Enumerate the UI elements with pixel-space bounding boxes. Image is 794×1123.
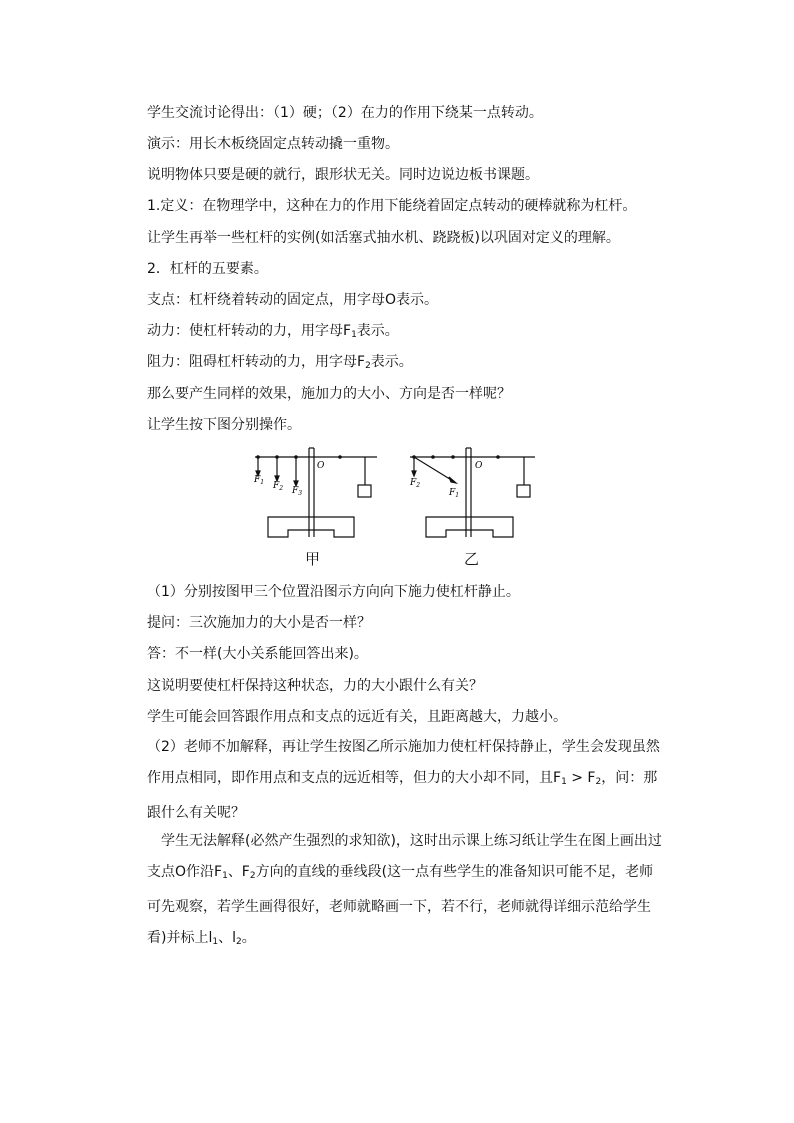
lever-figure	[250, 445, 550, 545]
lever-left-base	[268, 517, 354, 537]
lever-right-base	[426, 517, 513, 537]
lever-left	[255, 448, 377, 537]
caption-left: 甲	[305, 550, 321, 568]
line-16: 学生可能会回答跟作用点和支点的远近有关，且距离越大，力越小。	[147, 709, 567, 725]
paragraph-2	[147, 826, 667, 958]
para1-c: ，问：那跟什么有关呢？	[147, 770, 658, 821]
line-9-text: 阻力：阻碍杠杆转动的力，用字母F	[147, 354, 366, 370]
label-right-f1: $F_1$	[449, 488, 460, 499]
line-9-sub: 2	[365, 361, 371, 371]
label-f1: $F_1$	[254, 475, 265, 486]
para2-s1: 1	[222, 871, 228, 881]
paragraph-1	[147, 732, 667, 829]
line-15: 这说明要使杠杆保持这种状态，力的大小跟什么有关？	[147, 678, 483, 694]
lever-right	[410, 448, 535, 537]
line-14: 答：不一样(大小关系能回答出来)。	[147, 646, 368, 662]
line-3: 说明物体只要是硬的就行，跟形状无关。同时边说边板书课题。	[147, 167, 539, 183]
para2-s3: 1	[212, 937, 219, 947]
line-12: （1）分别按图甲三个位置沿图示方向向下施力使杠杆静止。	[147, 584, 520, 600]
lever-right-weight	[517, 485, 530, 497]
para2-b: 、F	[227, 864, 250, 880]
label-f3: $F_3$	[292, 486, 303, 497]
para2-c: 方向的直线的垂线段(这一点有些学生的准备知识可能不足，老师可先观察，若学生画得很好，老师就略画一下，若不行，老师就得详细示范给学生看)并标上l	[147, 864, 654, 946]
para2-s2: 2	[249, 871, 256, 881]
line-2: 演示：用长木板绕固定点转动撬一重物。	[147, 136, 399, 152]
line-10: 那么要产生同样的效果，施加力的大小、方向是否一样呢？	[147, 386, 511, 402]
para2-d: 、l	[218, 930, 236, 946]
line-8-tail: 表示。	[356, 323, 399, 339]
para1-b: > F	[566, 770, 596, 786]
para2-a: 学生无法解释(必然产生强烈的求知欲)，这时出示课上练习纸让学生在图上画出过支点O作沿F	[147, 833, 662, 880]
lever-left-pivot-label: O	[317, 461, 325, 471]
line-7: 支点：杠杆绕着转动的固定点，用字母O表示。	[147, 292, 439, 308]
lever-right-pivot-label: O	[475, 461, 483, 471]
lever-left-weight	[358, 485, 371, 497]
label-right-f2: $F_2$	[410, 478, 421, 489]
line-6: 2．杠杆的五要素。	[147, 261, 268, 277]
line-1: 学生交流讨论得出：（1）硬；（2）在力的作用下绕某一点转动。	[147, 105, 543, 121]
para2-e: 。	[241, 930, 256, 946]
line-11: 让学生按下图分别操作。	[147, 417, 301, 433]
line-9-tail: 表示。	[370, 354, 413, 370]
label-f2: $F_2$	[273, 481, 284, 492]
para1-s2: 2	[595, 777, 602, 787]
line-8-sub: 1	[351, 330, 357, 340]
para1-s1: 1	[561, 777, 567, 787]
line-4: 1.定义：在物理学中，这种在力的作用下能绕着固定点转动的硬棒就称为杠杆。	[147, 198, 637, 214]
line-9	[147, 352, 413, 376]
line-13: 提问：三次施加力的大小是否一样？	[147, 615, 371, 631]
line-8	[147, 321, 399, 345]
line-5: 让学生再举一些杠杆的实例(如活塞式抽水机、跷跷板)以巩固对定义的理解。	[147, 230, 620, 246]
line-8-text: 动力：使杠杆转动的力，用字母F	[147, 323, 352, 339]
caption-right: 乙	[464, 550, 480, 568]
para2-s4: 2	[235, 937, 242, 947]
para1-a: （2）老师不加解释，再让学生按图乙所示施加力使杠杆保持静止，学生会发现虽然作用点相同，即作用点和支点的远近相等，但力的大小却不同，且F	[147, 739, 660, 786]
